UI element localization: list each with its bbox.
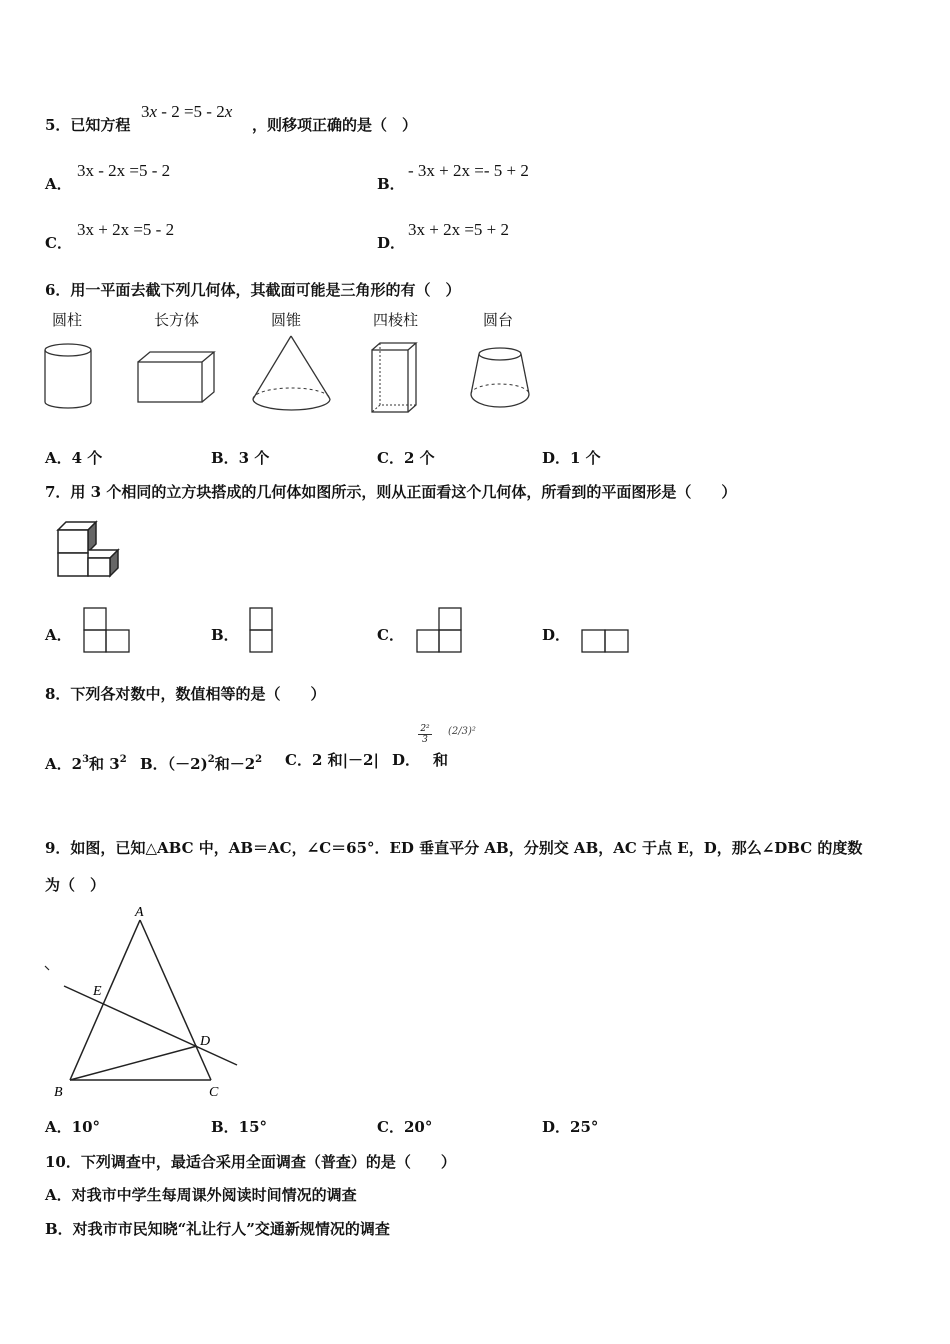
q10-option-b: B．对我市市民知晓“礼让行人”交通新规情况的调查 <box>45 1220 390 1238</box>
q8-option-c: C．2 和|－2| <box>285 751 379 769</box>
shape-label-cone: 圆锥 <box>271 311 302 329</box>
q6-option-a: A．4 个 <box>45 449 103 467</box>
q9-option-a: A．10° <box>45 1118 101 1136</box>
q5-option-d-expr: 3x + 2x =5 + 2 <box>408 220 510 239</box>
cubes-figure <box>52 518 122 580</box>
q7-option-b-figure <box>248 606 278 656</box>
q5-option-a-expr: 3x - 2x =5 - 2 <box>77 161 171 180</box>
q5-stem-start: 5．已知方程 <box>45 116 131 134</box>
cuboid-figure <box>134 348 219 408</box>
q6-option-b: B．3 个 <box>211 449 270 467</box>
q6-option-d: D．1 个 <box>542 449 601 467</box>
q6-option-c: C．2 个 <box>377 449 435 467</box>
frustum-figure <box>466 342 536 414</box>
q8-option-d-power: (2/3)² <box>448 726 476 737</box>
q7-stem: 7．用 3 个相同的立方块搭成的几何体如图所示，则从正面看这个几何体，所看到的平面图形是（ ） <box>45 483 737 501</box>
q9-stem-line2: 为（ ） <box>45 876 106 894</box>
q10-option-a: A．对我市中学生每周课外阅读时间情况的调查 <box>45 1186 357 1204</box>
q5-stem-end: ，则移项正确的是（ ） <box>252 116 418 134</box>
triangle-figure <box>40 900 250 1100</box>
shape-label-frustum: 圆台 <box>483 311 514 329</box>
prism-figure <box>366 340 426 418</box>
point-e-label: E <box>93 984 102 999</box>
q9-option-c: C．20° <box>377 1118 433 1136</box>
q5-equation: 3x - 2 =5 - 2x <box>141 102 233 121</box>
shape-label-prism: 四棱柱 <box>373 311 419 329</box>
shape-label-cuboid: 长方体 <box>154 311 200 329</box>
q8-option-d-letter: D． <box>392 751 421 769</box>
q8-option-b: B．（－2)$^2$和$-2^2$ <box>140 754 263 773</box>
q5-option-c-letter: C． <box>45 234 72 252</box>
cylinder-figure <box>40 340 100 415</box>
q5-option-b-expr: - 3x + 2x =- 5 + 2 <box>408 161 529 180</box>
q8-option-d-and: 和 <box>433 751 449 769</box>
q7-option-c-figure <box>414 606 466 656</box>
q9-stem-line1: 9．如图，已知△ABC 中，AB＝AC，∠C＝65°．ED 垂直平分 AB，分别交 AB，AC 于点 E，D，那么∠DBC 的度数 <box>45 839 863 857</box>
q5-option-b-letter: B． <box>377 175 405 193</box>
vertex-b-label: B <box>54 1085 63 1100</box>
q10-stem: 10．下列调查中，最适合采用全面调查（普查）的是（ ） <box>45 1153 456 1171</box>
q9-option-b: B．15° <box>211 1118 268 1136</box>
point-d-label: D <box>200 1034 211 1049</box>
q7-option-a-figure <box>83 606 133 656</box>
q5-option-c-expr: 3x + 2x =5 - 2 <box>77 220 175 239</box>
q5-option-d-letter: D． <box>377 234 406 252</box>
q7-option-a-letter: A． <box>45 626 72 644</box>
q6-stem: 6．用一平面去截下列几何体，其截面可能是三角形的有（ ） <box>45 281 461 299</box>
shape-label-cylinder: 圆柱 <box>52 311 83 329</box>
q8-option-a: A．$2^3$和 $3^2$ <box>45 754 127 773</box>
q7-option-d-letter: D． <box>542 626 571 644</box>
q5-option-a-letter: A． <box>45 175 72 193</box>
vertex-c-label: C <box>209 1085 219 1100</box>
vertex-a-label: A <box>135 905 144 920</box>
q8-option-d-fraction: 2² 3 <box>418 724 432 745</box>
q8-stem: 8．下列各对数中，数值相等的是（ ） <box>45 685 326 703</box>
q7-option-d-figure <box>580 628 632 656</box>
cone-figure <box>248 333 338 413</box>
q7-option-b-letter: B． <box>211 626 239 644</box>
q7-option-c-letter: C． <box>377 626 404 644</box>
q9-option-d: D．25° <box>542 1118 599 1136</box>
